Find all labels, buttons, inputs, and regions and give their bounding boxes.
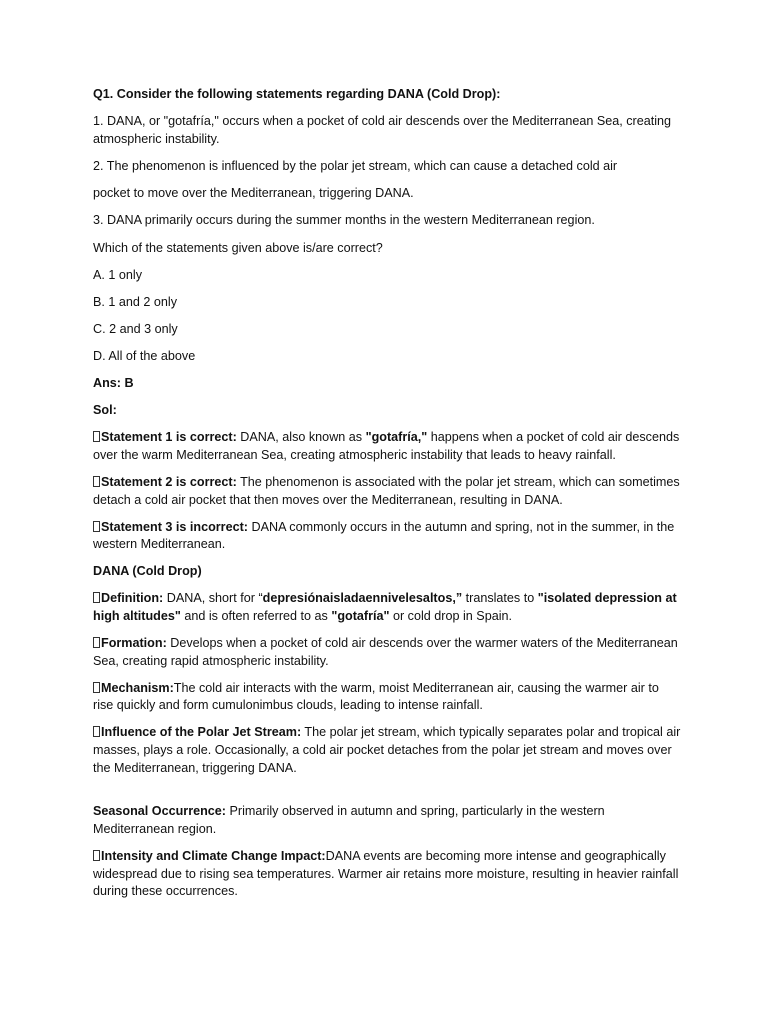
option-b: B. 1 and 2 only <box>93 294 178 309</box>
missing-glyph-icon <box>93 637 100 648</box>
document-page <box>93 86 681 910</box>
statement-3: 3. DANA primarily occurs during the summer months in the western Mediterranean region. <box>93 213 595 228</box>
statement-2-line-1: 2. The phenomenon is influenced by the polar jet stream, which can cause a detached cold air <box>93 158 618 173</box>
missing-glyph-icon <box>93 476 100 487</box>
missing-glyph-icon <box>93 521 100 532</box>
missing-glyph-icon <box>93 726 100 737</box>
option-d: D. All of the above <box>93 348 196 363</box>
dana-jet-stream: Influence of the Polar Jet Stream: The polar jet stream, which typically separates polar and tropical air masses, plays a role. Occasionally, a cold air pocket detaches from the polar jet stream and moves over the Mediterranean, triggering DANA. <box>93 725 681 775</box>
missing-glyph-icon <box>93 682 100 693</box>
solution-statement-2: Statement 2 is correct: The phenomenon is associated with the polar jet stream, which can sometimes detach a cold air pocket that then moves over the Mediterranean, resulting in DANA. <box>93 474 680 507</box>
question-prompt: Which of the statements given above is/are correct? <box>93 240 383 255</box>
missing-glyph-icon <box>93 431 100 442</box>
statement-1: 1. DANA, or "gotafría," occurs when a pocket of cold air descends over the Mediterranean Sea, creating atmospheric instability. <box>93 114 672 146</box>
dana-heading: DANA (Cold Drop) <box>93 564 202 579</box>
dana-formation: Formation: Develops when a pocket of cold air descends over the warmer waters of the Mediterranean Sea, creating rapid atmospheric instability. <box>93 636 678 668</box>
missing-glyph-icon <box>93 850 100 861</box>
dana-definition: Definition: DANA, short for “depresiónaisladaennivelesaltos,” translates to "isolated depression at high altitudes" and is often referred to as "gotafría" or cold drop in Spain. <box>93 591 677 623</box>
solution-statement-1: Statement 1 is correct: DANA, also known as "gotafría," happens when a pocket of cold air descends over the warm Mediterranean Sea, creating atmospheric instability that leads to heavy rainfall. <box>93 430 680 462</box>
solution-statement-3: Statement 3 is incorrect: DANA commonly occurs in the autumn and spring, not in the summer, in the western Mediterranean. <box>93 519 675 552</box>
dana-climate: Intensity and Climate Change Impact:DANA events are becoming more intense and geographically widespread due to rising sea temperatures. Warmer air retains more moisture, resulting in heavier rainfall during these occurrences. <box>93 848 679 899</box>
answer: Ans: B <box>93 376 134 391</box>
dana-seasonal: Seasonal Occurrence: Primarily observed in autumn and spring, particularly in the western Mediterranean region. <box>93 804 605 836</box>
option-a: A. 1 only <box>93 267 143 282</box>
dana-mechanism: Mechanism:The cold air interacts with the warm, moist Mediterranean air, causing the warmer air to rise quickly and form cumulonimbus clouds, leading to intense rainfall. <box>93 680 659 713</box>
statement-2-line-2: pocket to move over the Mediterranean, triggering DANA. <box>93 186 414 201</box>
missing-glyph-icon <box>93 592 100 603</box>
solution-label: Sol: <box>93 403 117 418</box>
question-title: Q1. Consider the following statements regarding DANA (Cold Drop): <box>93 87 501 101</box>
option-c: C. 2 and 3 only <box>93 321 178 336</box>
